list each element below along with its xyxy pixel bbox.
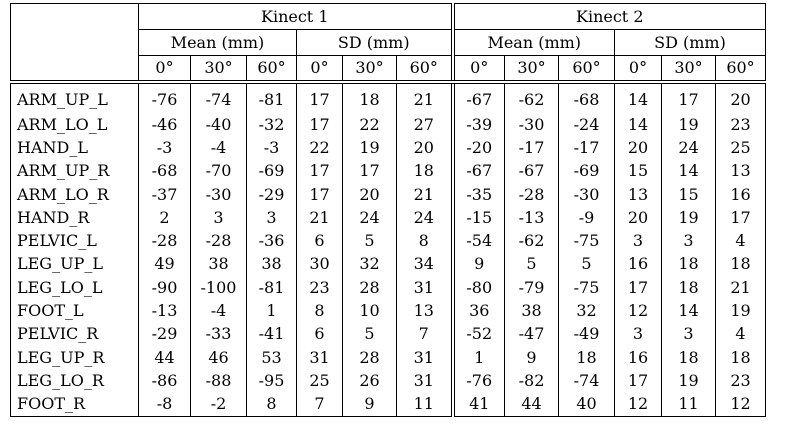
value-cell: 13 [716, 160, 766, 183]
value-cell: -62 [505, 82, 559, 113]
value-cell: 17 [297, 82, 343, 113]
value-cell: 5 [343, 229, 397, 252]
value-cell: -28 [191, 229, 247, 252]
value-cell: 7 [397, 323, 453, 346]
row-label: LEG_LO_R [11, 369, 139, 392]
value-cell: -67 [505, 160, 559, 183]
value-cell: 16 [615, 253, 662, 276]
value-cell: 21 [716, 276, 766, 299]
value-cell: -62 [505, 229, 559, 252]
value-cell: -13 [505, 206, 559, 229]
value-cell: -74 [191, 82, 247, 113]
value-cell: -35 [453, 183, 505, 206]
value-cell: 19 [343, 136, 397, 159]
value-cell: 8 [397, 229, 453, 252]
row-label: ARM_UP_L [11, 82, 139, 113]
value-cell: 31 [397, 346, 453, 369]
row-label: ARM_UP_R [11, 160, 139, 183]
value-cell: 19 [662, 369, 716, 392]
angle-header: 30° [505, 56, 559, 83]
table-row [11, 369, 766, 392]
value-cell: 3 [615, 229, 662, 252]
value-cell: 41 [453, 393, 505, 417]
angle-header: 60° [559, 56, 615, 83]
corner-cell [11, 56, 139, 83]
corner-cell [11, 30, 139, 56]
value-cell: 46 [191, 346, 247, 369]
stat-header-sd: SD (mm) [297, 30, 453, 56]
kinect-comparison-table [10, 3, 766, 417]
value-cell: -4 [191, 299, 247, 322]
value-cell: 36 [453, 299, 505, 322]
value-cell: -49 [559, 323, 615, 346]
value-cell: 23 [297, 276, 343, 299]
value-cell: -54 [453, 229, 505, 252]
value-cell: -2 [191, 393, 247, 417]
value-cell: 1 [453, 346, 505, 369]
value-cell: -30 [559, 183, 615, 206]
group-header-row [11, 4, 766, 30]
value-cell: 34 [397, 253, 453, 276]
table-row [11, 82, 766, 113]
row-label: LEG_UP_L [11, 253, 139, 276]
value-cell: -29 [247, 183, 297, 206]
value-cell: 14 [615, 82, 662, 113]
value-cell: 4 [716, 323, 766, 346]
value-cell: 6 [297, 323, 343, 346]
value-cell: -82 [505, 369, 559, 392]
value-cell: -76 [453, 369, 505, 392]
value-cell: 44 [139, 346, 191, 369]
angle-header: 30° [662, 56, 716, 83]
angle-header: 0° [453, 56, 505, 83]
value-cell: -4 [191, 136, 247, 159]
value-cell: 53 [247, 346, 297, 369]
table-row [11, 183, 766, 206]
value-cell: -81 [247, 82, 297, 113]
value-cell: 2 [139, 206, 191, 229]
value-cell: 3 [662, 229, 716, 252]
value-cell: 4 [716, 229, 766, 252]
value-cell: -3 [139, 136, 191, 159]
value-cell: 17 [297, 160, 343, 183]
value-cell: 17 [343, 160, 397, 183]
value-cell: 14 [662, 160, 716, 183]
value-cell: -8 [139, 393, 191, 417]
value-cell: 32 [343, 253, 397, 276]
row-label: FOOT_L [11, 299, 139, 322]
value-cell: 20 [615, 136, 662, 159]
value-cell: 44 [505, 393, 559, 417]
value-cell: -69 [247, 160, 297, 183]
value-cell: -68 [139, 160, 191, 183]
stat-header-sd: SD (mm) [615, 30, 766, 56]
value-cell: -81 [247, 276, 297, 299]
row-label: ARM_LO_R [11, 183, 139, 206]
angle-header-row [11, 56, 766, 83]
value-cell: 19 [662, 206, 716, 229]
value-cell: -39 [453, 113, 505, 136]
value-cell: 3 [615, 323, 662, 346]
angle-header: 30° [191, 56, 247, 83]
value-cell: 30 [297, 253, 343, 276]
value-cell: 24 [343, 206, 397, 229]
value-cell: 12 [716, 393, 766, 417]
value-cell: 18 [716, 253, 766, 276]
value-cell: -37 [139, 183, 191, 206]
value-cell: 38 [505, 299, 559, 322]
value-cell: 10 [343, 299, 397, 322]
value-cell: 18 [662, 253, 716, 276]
value-cell: 21 [397, 82, 453, 113]
table-row [11, 229, 766, 252]
row-label: HAND_L [11, 136, 139, 159]
value-cell: -30 [505, 113, 559, 136]
value-cell: -86 [139, 369, 191, 392]
table-row [11, 113, 766, 136]
value-cell: 20 [716, 82, 766, 113]
value-cell: 20 [615, 206, 662, 229]
value-cell: 3 [247, 206, 297, 229]
table-row [11, 276, 766, 299]
value-cell: 15 [662, 183, 716, 206]
table-row [11, 299, 766, 322]
value-cell: 17 [297, 113, 343, 136]
angle-header: 60° [716, 56, 766, 83]
value-cell: 9 [505, 346, 559, 369]
table-row [11, 160, 766, 183]
table-row [11, 323, 766, 346]
angle-header: 60° [247, 56, 297, 83]
value-cell: -74 [559, 369, 615, 392]
value-cell: 28 [343, 346, 397, 369]
value-cell: -75 [559, 229, 615, 252]
value-cell: 23 [716, 113, 766, 136]
value-cell: -13 [139, 299, 191, 322]
row-label: LEG_LO_L [11, 276, 139, 299]
value-cell: 1 [247, 299, 297, 322]
value-cell: -40 [191, 113, 247, 136]
value-cell: 3 [662, 323, 716, 346]
angle-header: 0° [615, 56, 662, 83]
value-cell: -90 [139, 276, 191, 299]
value-cell: 16 [716, 183, 766, 206]
row-label: PELVIC_R [11, 323, 139, 346]
value-cell: 31 [297, 346, 343, 369]
value-cell: -24 [559, 113, 615, 136]
value-cell: 8 [247, 393, 297, 417]
table-row [11, 136, 766, 159]
value-cell: 9 [343, 393, 397, 417]
value-cell: 38 [247, 253, 297, 276]
value-cell: 18 [716, 346, 766, 369]
angle-header: 0° [297, 56, 343, 83]
value-cell: 18 [662, 346, 716, 369]
table-row [11, 393, 766, 417]
stat-header-row [11, 30, 766, 56]
value-cell: 5 [559, 253, 615, 276]
value-cell: 18 [662, 276, 716, 299]
value-cell: 19 [716, 299, 766, 322]
row-label: PELVIC_L [11, 229, 139, 252]
value-cell: 22 [343, 113, 397, 136]
value-cell: -68 [559, 82, 615, 113]
value-cell: 17 [662, 82, 716, 113]
value-cell: -28 [139, 229, 191, 252]
value-cell: 5 [505, 253, 559, 276]
group-header-kinect1: Kinect 1 [139, 4, 453, 30]
value-cell: 20 [397, 136, 453, 159]
value-cell: -9 [559, 206, 615, 229]
value-cell: -47 [505, 323, 559, 346]
corner-cell [11, 4, 139, 30]
value-cell: -67 [453, 160, 505, 183]
value-cell: -3 [247, 136, 297, 159]
value-cell: 19 [662, 113, 716, 136]
value-cell: 12 [615, 299, 662, 322]
value-cell: 22 [297, 136, 343, 159]
value-cell: 28 [343, 276, 397, 299]
value-cell: 25 [716, 136, 766, 159]
value-cell: 40 [559, 393, 615, 417]
value-cell: 18 [559, 346, 615, 369]
value-cell: 17 [297, 183, 343, 206]
results-table-container [10, 3, 766, 417]
value-cell: 18 [397, 160, 453, 183]
value-cell: 6 [297, 229, 343, 252]
value-cell: 16 [615, 346, 662, 369]
value-cell: 31 [397, 369, 453, 392]
value-cell: -17 [505, 136, 559, 159]
value-cell: -36 [247, 229, 297, 252]
value-cell: -29 [139, 323, 191, 346]
value-cell: -79 [505, 276, 559, 299]
value-cell: 49 [139, 253, 191, 276]
value-cell: 7 [297, 393, 343, 417]
row-label: LEG_UP_R [11, 346, 139, 369]
value-cell: -32 [247, 113, 297, 136]
value-cell: 13 [397, 299, 453, 322]
stat-header-mean: Mean (mm) [139, 30, 297, 56]
value-cell: -75 [559, 276, 615, 299]
value-cell: 24 [397, 206, 453, 229]
value-cell: -33 [191, 323, 247, 346]
value-cell: -80 [453, 276, 505, 299]
group-header-kinect2: Kinect 2 [453, 4, 766, 30]
value-cell: -17 [559, 136, 615, 159]
value-cell: 17 [615, 369, 662, 392]
value-cell: -95 [247, 369, 297, 392]
value-cell: 26 [343, 369, 397, 392]
angle-header: 0° [139, 56, 191, 83]
value-cell: 13 [615, 183, 662, 206]
value-cell: 5 [343, 323, 397, 346]
table-row [11, 346, 766, 369]
value-cell: -20 [453, 136, 505, 159]
row-label: FOOT_R [11, 393, 139, 417]
row-label: ARM_LO_L [11, 113, 139, 136]
value-cell: 27 [397, 113, 453, 136]
value-cell: 25 [297, 369, 343, 392]
stat-header-mean: Mean (mm) [453, 30, 615, 56]
value-cell: 21 [397, 183, 453, 206]
value-cell: 38 [191, 253, 247, 276]
row-label: HAND_R [11, 206, 139, 229]
value-cell: 32 [559, 299, 615, 322]
value-cell: -100 [191, 276, 247, 299]
value-cell: -69 [559, 160, 615, 183]
value-cell: -30 [191, 183, 247, 206]
value-cell: 15 [615, 160, 662, 183]
value-cell: 23 [716, 369, 766, 392]
angle-header: 30° [343, 56, 397, 83]
value-cell: 14 [615, 113, 662, 136]
value-cell: -70 [191, 160, 247, 183]
value-cell: -88 [191, 369, 247, 392]
value-cell: -15 [453, 206, 505, 229]
value-cell: 3 [191, 206, 247, 229]
value-cell: 17 [615, 276, 662, 299]
value-cell: 12 [615, 393, 662, 417]
table-row [11, 253, 766, 276]
value-cell: 31 [397, 276, 453, 299]
value-cell: 24 [662, 136, 716, 159]
table-row [11, 206, 766, 229]
value-cell: -76 [139, 82, 191, 113]
value-cell: 21 [297, 206, 343, 229]
value-cell: -67 [453, 82, 505, 113]
value-cell: 11 [397, 393, 453, 417]
value-cell: 9 [453, 253, 505, 276]
value-cell: -41 [247, 323, 297, 346]
angle-header: 60° [397, 56, 453, 83]
value-cell: -28 [505, 183, 559, 206]
value-cell: 18 [343, 82, 397, 113]
value-cell: -52 [453, 323, 505, 346]
value-cell: 11 [662, 393, 716, 417]
value-cell: 8 [297, 299, 343, 322]
value-cell: 20 [343, 183, 397, 206]
value-cell: 14 [662, 299, 716, 322]
value-cell: 17 [716, 206, 766, 229]
value-cell: -46 [139, 113, 191, 136]
